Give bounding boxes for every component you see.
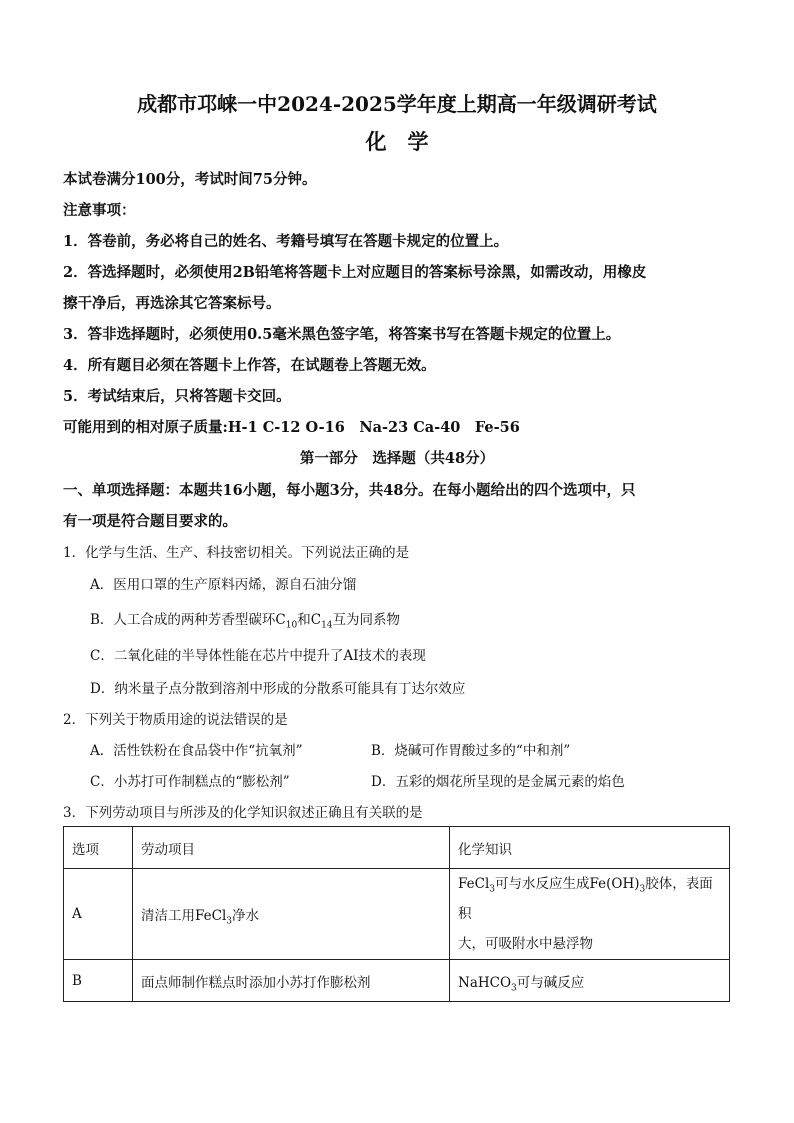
q3-table [63, 826, 730, 1002]
row-b-option: B [64, 960, 133, 1002]
row-a-option: A [64, 869, 133, 960]
part1-heading: 第一部分 选择题（共48分） [299, 450, 495, 467]
atomic-mass-line: 可能用到的相对原子质量:H-1 C-12 O-16 Na-23 Ca-40 Fe-56 [63, 419, 520, 436]
question-3-stem: 3．下列劳动项目与所涉及的化学知识叙述正确且有关联的是 [63, 805, 423, 821]
exam-title: 成都市邛崃一中2024-2025学年度上期高一年级调研考试 [137, 92, 657, 116]
notice-item: 2．答选择题时，必须使用2B铅笔将答题卡上对应题目的答案标号涂黑，如需改动，用橡皮 [63, 264, 647, 281]
notice-title: 注意事项： [63, 202, 136, 219]
q1-option-d: D．纳米量子点分散到溶剂中形成的分散系可能具有丁达尔效应 [90, 681, 466, 697]
q1-option-c: C．二氧化硅的半导体性能在芯片中提升了AI技术的表现 [90, 648, 426, 664]
question-2-stem: 2．下列关于物质用途的说法错误的是 [63, 712, 288, 728]
row-a-knowledge: FeCl$_3$可与水反应生成$Fe(OH)_3$胶体，表面积 大，可吸附水中悬浮物 [450, 869, 730, 960]
notice-item: 1．答卷前，务必将自己的姓名、考籍号填写在答题卡规定的位置上。 [63, 233, 509, 250]
q1-option-b: B．人工合成的两种芳香型碳环$C_{10}$和$C_{14}$互为同系物 [90, 612, 401, 631]
q1-option-a: A．医用口罩的生产原料丙烯，源自石油分馏 [90, 577, 357, 593]
part1-instruction: 一、单项选择题：本题共16小题，每小题3分，共48分。在每小题给出的四个选项中，只 [63, 482, 636, 499]
notice-item: 擦干净后，再选涂其它答案标号。 [63, 295, 281, 312]
header-knowledge: 化学知识 [450, 827, 730, 869]
part1-instruction: 有一项是符合题目要求的。 [63, 513, 237, 530]
q2-option-c: C．小苏打可作制糕点的“膨松剂” [90, 774, 290, 790]
q2-option-a: A．活性铁粉在食品袋中作“抗氧剂” [90, 743, 303, 759]
exam-info: 本试卷满分100分，考试时间75分钟。 [63, 171, 317, 188]
header-project: 劳动项目 [133, 827, 450, 869]
question-1-stem: 1．化学与生活、生产、科技密切相关。下列说法正确的是 [63, 545, 410, 561]
row-a-project: 清洁工用FeCl$_3$净水 [133, 869, 450, 960]
header-option: 选项 [64, 827, 133, 869]
row-b-knowledge: NaHCO$_3$可与碱反应 [450, 960, 730, 1002]
q2-option-b: B．烧碱可作胃酸过多的“中和剂” [371, 743, 571, 759]
table-row [64, 869, 730, 960]
q2-option-d: D．五彩的烟花所呈现的是金属元素的焰色 [371, 774, 625, 790]
subject-title: 化 学 [365, 129, 429, 154]
notice-item: 4．所有题目必须在答题卡上作答，在试题卷上答题无效。 [63, 357, 436, 374]
table-header-row [64, 827, 730, 869]
table-row [64, 960, 730, 1002]
notice-item: 3．答非选择题时，必须使用0.5毫米黑色签字笔，将答案书写在答题卡规定的位置上。 [63, 326, 621, 343]
notice-item: 5．考试结束后，只将答题卡交回。 [63, 388, 291, 405]
row-b-project: 面点师制作糕点时添加小苏打作膨松剂 [133, 960, 450, 1002]
